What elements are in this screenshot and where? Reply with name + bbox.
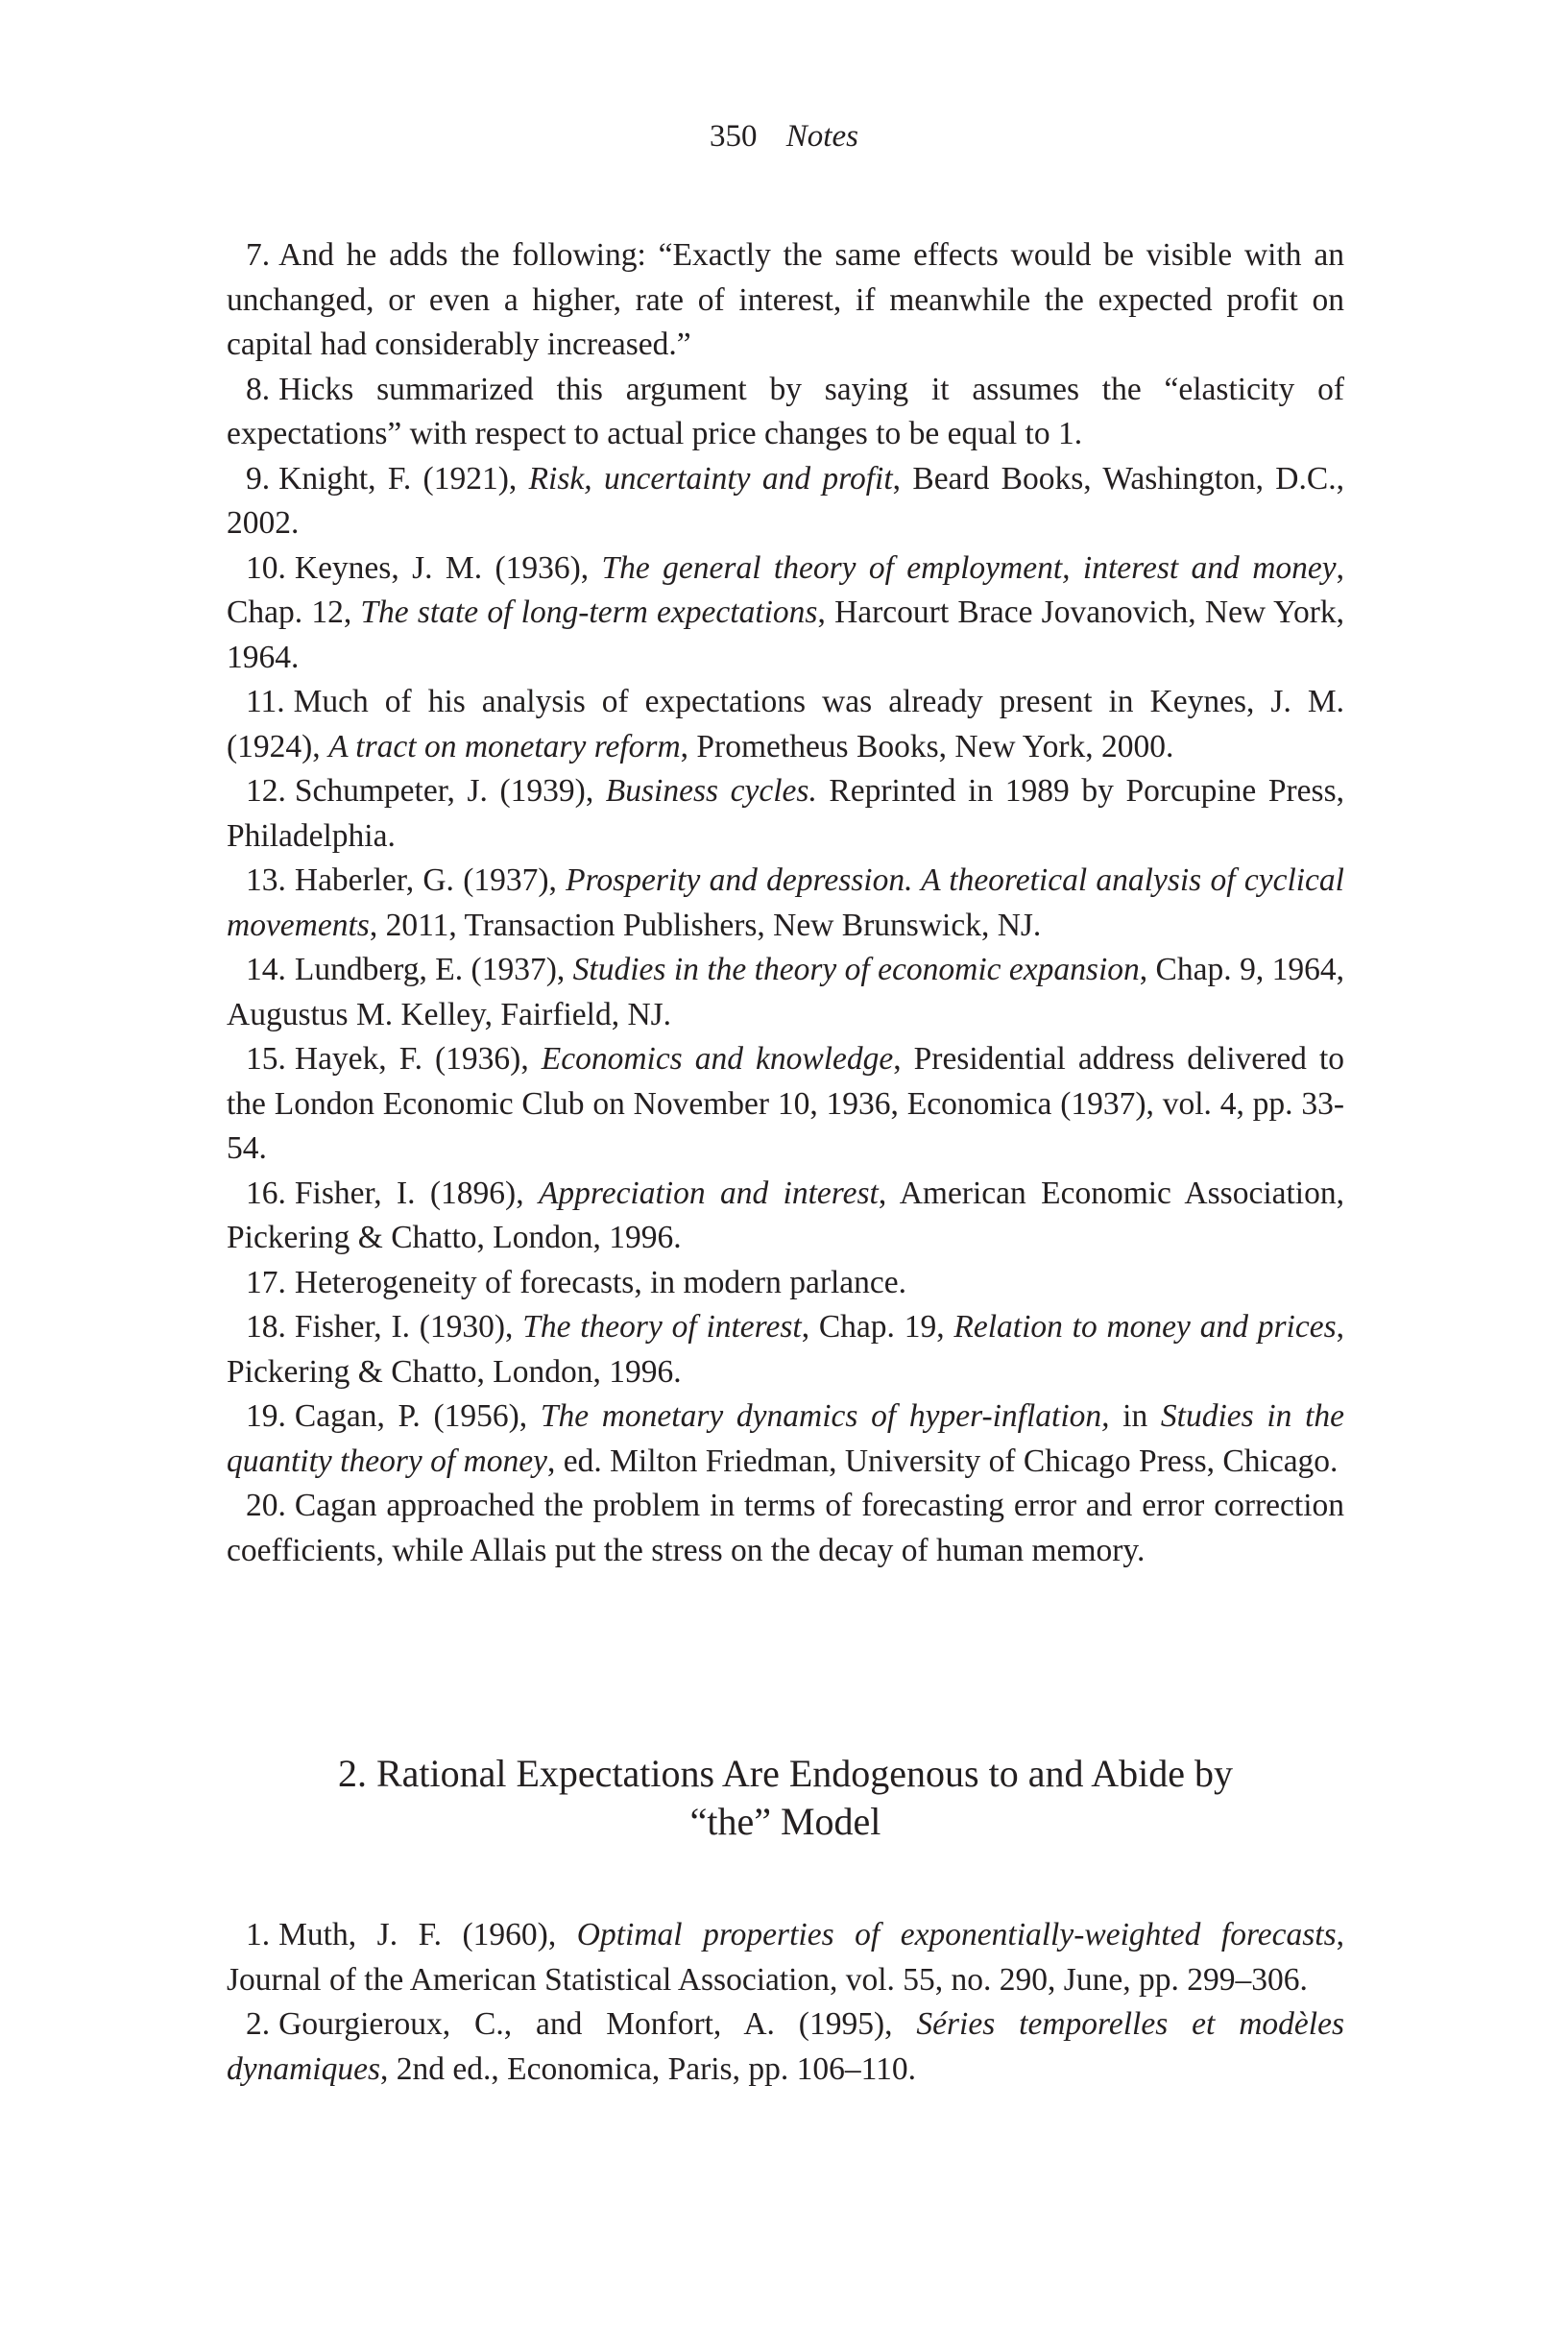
note-item bbox=[227, 948, 1344, 1037]
note-title-italic: Studies in the quantity theory of money bbox=[227, 1398, 1344, 1479]
note-item bbox=[227, 859, 1344, 948]
note-text: Reprinted in 1989 by Porcupine Press, Philadelphia. bbox=[227, 773, 1344, 854]
note-number: 16. bbox=[246, 1175, 286, 1211]
note-text: Lundberg, E. (1937), bbox=[294, 952, 573, 987]
note-text: in bbox=[1109, 1398, 1161, 1434]
note-text: Cagan approached the problem in terms of forecasting error and error correction coefficients, while Allais put the stress on the decay of human memory. bbox=[227, 1488, 1344, 1568]
note-text: , American Economic Association, Pickering & Chatto, London, 1996. bbox=[227, 1175, 1344, 1255]
note-title-italic: Risk, uncertainty and profit bbox=[528, 460, 893, 497]
note-item bbox=[227, 769, 1344, 859]
note-item bbox=[227, 680, 1344, 769]
note-item bbox=[227, 2002, 1344, 2092]
note-text: , Pickering & Chatto, London, 1996. bbox=[227, 1309, 1344, 1390]
note-title-italic: The theory of interest bbox=[522, 1309, 802, 1345]
note-title-italic: The general theory of employment, interest and money bbox=[601, 549, 1337, 586]
note-text: , 2nd ed., Economica, Paris, pp. 106–110. bbox=[380, 2050, 916, 2087]
note-number: 1. bbox=[246, 1917, 271, 1952]
running-head bbox=[0, 115, 1568, 158]
note-number: 12. bbox=[246, 773, 286, 809]
note-text: , Presidential address delivered to the London Economic Club on November 10, 1936, Economica (1937), vol. 4, pp. 33-54. bbox=[227, 1041, 1345, 1166]
note-text: Schumpeter, J. (1939), bbox=[294, 773, 606, 809]
notes-list-chapter-2 bbox=[227, 1913, 1344, 2092]
note-text: , Prometheus Books, New York, 2000. bbox=[680, 728, 1174, 764]
note-item bbox=[227, 233, 1344, 368]
note-item bbox=[227, 1394, 1344, 1484]
note-number: 13. bbox=[246, 862, 286, 898]
note-text: Cagan, P. (1956), bbox=[294, 1398, 541, 1434]
chapter-heading-line-2: “the” Model bbox=[689, 1800, 881, 1843]
note-number: 7. bbox=[246, 237, 271, 273]
note-title-italic: Séries temporelles et modèles dynamiques bbox=[227, 2006, 1344, 2087]
note-title-italic: The monetary dynamics of hyper-inflation, bbox=[540, 1398, 1110, 1434]
note-text: Haberler, G. (1937), bbox=[294, 862, 567, 898]
note-title-italic: Relation to money and prices bbox=[953, 1309, 1337, 1345]
note-title-italic: Optimal properties of exponentially-weighted forecasts bbox=[576, 1917, 1337, 1952]
chapter-heading-line-1: 2. Rational Expectations Are Endogenous to and Abide by bbox=[337, 1752, 1234, 1795]
notes-list-chapter-1 bbox=[227, 233, 1344, 1573]
note-text: , Harcourt Brace Jovanovich, New York, 1964. bbox=[227, 594, 1344, 675]
note-text: , Beard Books, Washington, D.C., 2002. bbox=[227, 460, 1344, 541]
note-item bbox=[227, 1261, 1344, 1306]
note-number: 9. bbox=[246, 460, 271, 497]
note-text: , Chap. 9, 1964, Augustus M. Kelley, Fairfield, NJ. bbox=[227, 952, 1344, 1032]
note-number: 2. bbox=[246, 2006, 271, 2042]
note-text: Fisher, I. (1896), bbox=[294, 1175, 539, 1211]
note-text: , Chap. 12, bbox=[227, 549, 1344, 630]
note-item bbox=[227, 1172, 1344, 1261]
note-number: 17. bbox=[246, 1264, 286, 1300]
note-title-italic: Studies in the theory of economic expansion bbox=[572, 952, 1140, 987]
note-text: And he adds the following: “Exactly the same effects would be visible with an unchanged, or even a higher, rate of interest, if meanwhile the expected profit on capital had considerably increased.” bbox=[227, 237, 1344, 362]
note-number: 10. bbox=[246, 549, 286, 586]
note-item bbox=[227, 1484, 1344, 1573]
note-title-italic: Appreciation and interest bbox=[538, 1175, 879, 1211]
note-title-italic: Prosperity and depression. A theoretical analysis of cyclical movements bbox=[227, 862, 1344, 943]
note-text: Gourgieroux, C., and Monfort, A. (1995), bbox=[278, 2006, 917, 2042]
note-item bbox=[227, 546, 1344, 681]
note-text: , Journal of the American Statistical Association, vol. 55, no. 290, June, pp. 299–306. bbox=[227, 1917, 1344, 1998]
note-text: Muth, J. F. (1960), bbox=[278, 1917, 577, 1952]
page-number: 350 bbox=[710, 119, 758, 154]
note-number: 14. bbox=[246, 952, 286, 987]
note-text: , Chap. 19, bbox=[801, 1309, 954, 1345]
section-title: Notes bbox=[785, 119, 858, 154]
note-text: Knight, F. (1921), bbox=[278, 460, 529, 497]
note-text: Hayek, F. (1936), bbox=[294, 1041, 542, 1077]
note-item bbox=[227, 1037, 1344, 1172]
note-number: 19. bbox=[246, 1398, 286, 1434]
note-item bbox=[227, 368, 1344, 457]
note-title-italic: A tract on monetary reform bbox=[328, 728, 681, 764]
note-number: 15. bbox=[246, 1041, 286, 1077]
note-number: 18. bbox=[246, 1309, 286, 1345]
note-text: , ed. Milton Friedman, University of Chicago Press, Chicago. bbox=[547, 1443, 1339, 1479]
note-item bbox=[227, 1913, 1344, 2002]
note-text: Much of his analysis of expectations was already present in Keynes, J. M. (1924), bbox=[227, 684, 1344, 764]
note-text: Heterogeneity of forecasts, in modern parlance. bbox=[294, 1264, 907, 1300]
note-number: 8. bbox=[246, 371, 271, 407]
note-item bbox=[227, 457, 1344, 546]
note-text: , 2011, Transaction Publishers, New Brunswick, NJ. bbox=[369, 907, 1042, 943]
note-item bbox=[227, 1305, 1344, 1394]
note-text: Keynes, J. M. (1936), bbox=[294, 549, 602, 586]
chapter-heading bbox=[227, 1750, 1344, 1846]
note-title-italic: The state of long-term expectations bbox=[360, 594, 818, 630]
note-text: Hicks summarized this argument by saying it assumes the “elasticity of expectations” with respect to actual price changes to be equal to 1. bbox=[227, 371, 1344, 451]
note-text: Fisher, I. (1930), bbox=[294, 1309, 523, 1345]
note-title-italic: Economics and knowledge bbox=[541, 1041, 894, 1077]
note-number: 20. bbox=[246, 1488, 286, 1523]
note-number: 11. bbox=[246, 684, 285, 719]
note-title-italic: Business cycles. bbox=[605, 773, 817, 809]
